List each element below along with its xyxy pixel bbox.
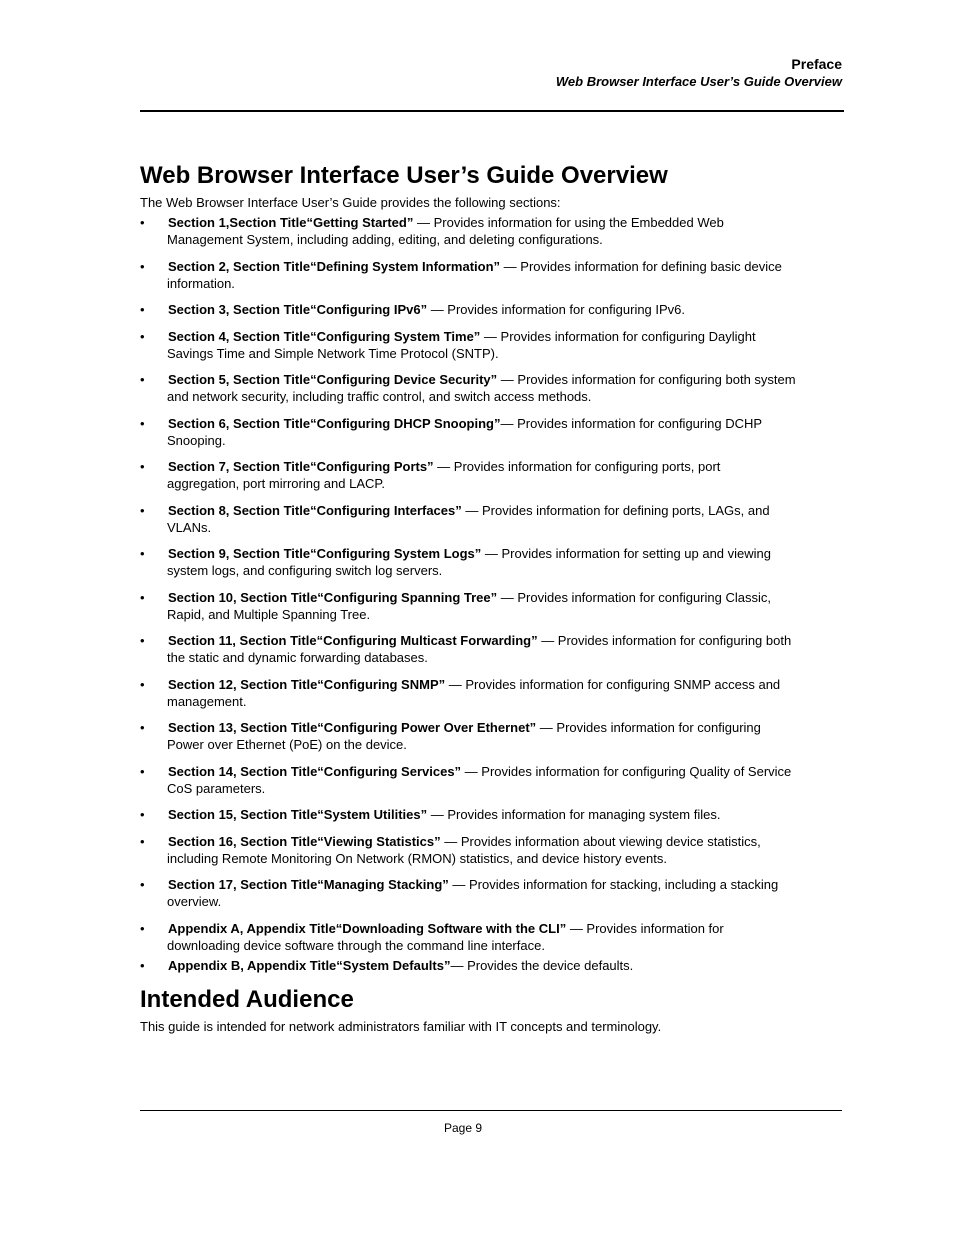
section-description: — Provides information for managing system files. [427,807,721,822]
section-description-continued: downloading device software through the command line interface. [167,937,545,953]
section-reference: Section 2, Section Title“Defining System Information” [168,258,501,274]
section-reference: Section 6, Section Title“Configuring DHCP Snooping” [168,415,501,431]
bullet-glyph: • [140,720,145,735]
section-list [140,214,844,974]
section-list-item [140,763,844,797]
section-list-item [140,415,844,449]
section-description-continued: system logs, and configuring switch log servers. [167,563,443,578]
section-reference: Section 11, Section Title“Configuring Multicast Forwarding” [168,633,538,648]
section-reference: Section 16, Section Title“Viewing Statistics” [168,833,441,849]
audience-text: This guide is intended for network administrators familiar with IT concepts and terminology. [140,1018,662,1034]
section-reference: Section 1,Section Title“Getting Started” [168,215,414,230]
section-description: — Provides information for configuring [536,720,761,735]
section-description-continued: aggregation, port mirroring and LACP. [167,476,385,491]
section-description: — Provides information for configuring ports, port [433,459,721,474]
section-description-continued: information. [167,275,235,291]
page-number: Page 9 [443,1121,483,1135]
bullet-glyph: • [140,258,145,274]
section-description: — Provides information for stacking, including a stacking [448,877,779,892]
bullet-glyph: • [140,763,145,779]
section-list-item [140,833,844,867]
running-header [556,56,842,90]
bullet-glyph: • [140,415,145,431]
overview-intro: The Web Browser Interface User’s Guide provides the following sections: [140,195,561,210]
section-list-item [140,876,844,910]
section-list-item [140,589,844,623]
section-list-item [140,328,844,362]
section-description: — Provides information for defining ports, LAGs, and [461,502,770,518]
section-reference: Appendix A, Appendix Title“Downloading Software with the CLI” [168,920,567,936]
section-reference: Section 7, Section Title“Configuring Ports” [168,459,434,474]
section-description-continued: Power over Ethernet (PoE) on the device. [167,737,407,752]
section-list-item [140,676,844,710]
section-description: — Provides information for configuring IPv6. [427,302,686,317]
section-reference: Section 15, Section Title“System Utilities” [168,807,428,822]
bullet-glyph: • [140,372,145,387]
bullet-glyph: • [140,589,145,605]
section-description-continued: Savings Time and Simple Network Time Protocol (SNTP). [167,345,499,361]
section-list-item [140,258,844,292]
bullet-glyph: • [140,807,145,822]
section-reference: Section 13, Section Title“Configuring Power Over Ethernet” [168,720,537,735]
section-description: — Provides information for defining basic device [500,258,782,274]
section-list-item [140,458,844,492]
section-description-continued: Management System, including adding, editing, and deleting configurations. [167,232,603,247]
header-subtitle: Web Browser Interface User’s Guide Overview [555,74,842,89]
section-list-item [140,214,844,248]
section-list-item [140,301,844,318]
section-reference: Section 12, Section Title“Configuring SNMP” [168,676,446,692]
bullet-glyph: • [140,502,145,518]
section-description-continued: the static and dynamic forwarding databases. [167,650,428,665]
section-description-continued: CoS parameters. [167,780,266,796]
section-description: — Provides information for [566,920,724,936]
bullet-glyph: • [140,302,145,317]
section-description: — Provides information for configuring Quality of Service [461,763,792,779]
header-divider [140,110,844,112]
section-description: — Provides information for configuring Daylight [480,328,756,344]
section-description: — Provides information for configuring Classic, [497,589,771,605]
bullet-glyph: • [140,676,145,692]
section-description: — Provides information for setting up and viewing [481,546,772,561]
section-description: — Provides information for configuring both system [497,372,796,387]
section-description: — Provides the device defaults. [450,957,634,973]
section-description-continued: Snooping. [167,432,226,448]
section-reference: Section 17, Section Title“Managing Stacking” [168,877,449,892]
section-description: — Provides information for configuring both [537,633,792,648]
footer-divider [140,1110,842,1111]
section-description-continued: management. [167,693,247,709]
bullet-glyph: • [140,633,145,648]
section-list-item [140,632,844,666]
section-reference: Section 14, Section Title“Configuring Services” [168,763,462,779]
section-title-audience: Intended Audience [140,985,354,1013]
section-reference: Section 4, Section Title“Configuring System Time” [168,328,481,344]
section-list-item [140,806,844,823]
section-description-continued: Rapid, and Multiple Spanning Tree. [167,606,371,622]
section-reference: Section 8, Section Title“Configuring Interfaces” [168,502,462,518]
section-list-item [140,957,844,974]
section-reference: Section 3, Section Title“Configuring IPv6” [168,302,428,317]
section-description-continued: and network security, including traffic control, and switch access methods. [167,389,592,404]
section-description-continued: VLANs. [167,519,212,535]
bullet-glyph: • [140,833,145,849]
section-list-item [140,920,844,954]
section-list-item [140,371,844,405]
section-description: — Provides information for using the Embedded Web [413,215,724,230]
section-description: — Provides information about viewing device statistics, [440,833,761,849]
section-reference: Appendix B, Appendix Title“System Defaults” [168,957,451,973]
bullet-glyph: • [140,957,145,973]
bullet-glyph: • [140,328,145,344]
section-description-continued: including Remote Monitoring On Network (RMON) statistics, and device history events. [167,850,667,866]
header-chapter: Preface [791,56,842,72]
section-reference: Section 10, Section Title“Configuring Spanning Tree” [168,589,498,605]
section-list-item [140,545,844,579]
bullet-glyph: • [140,459,145,474]
section-list-item [140,502,844,536]
page-content [140,160,844,1035]
section-list-item [140,719,844,753]
bullet-glyph: • [140,920,145,936]
audience-block [140,984,844,1035]
section-reference: Section 5, Section Title“Configuring Device Security” [168,372,498,387]
bullet-glyph: • [140,215,145,230]
section-reference: Section 9, Section Title“Configuring System Logs” [168,546,482,561]
section-description: — Provides information for configuring SNMP access and [445,676,781,692]
section-description-continued: overview. [167,894,222,909]
section-description: — Provides information for configuring DCHP [500,415,763,431]
bullet-glyph: • [140,546,145,561]
bullet-glyph: • [140,877,145,892]
section-title-overview: Web Browser Interface User’s Guide Overview [140,162,668,189]
